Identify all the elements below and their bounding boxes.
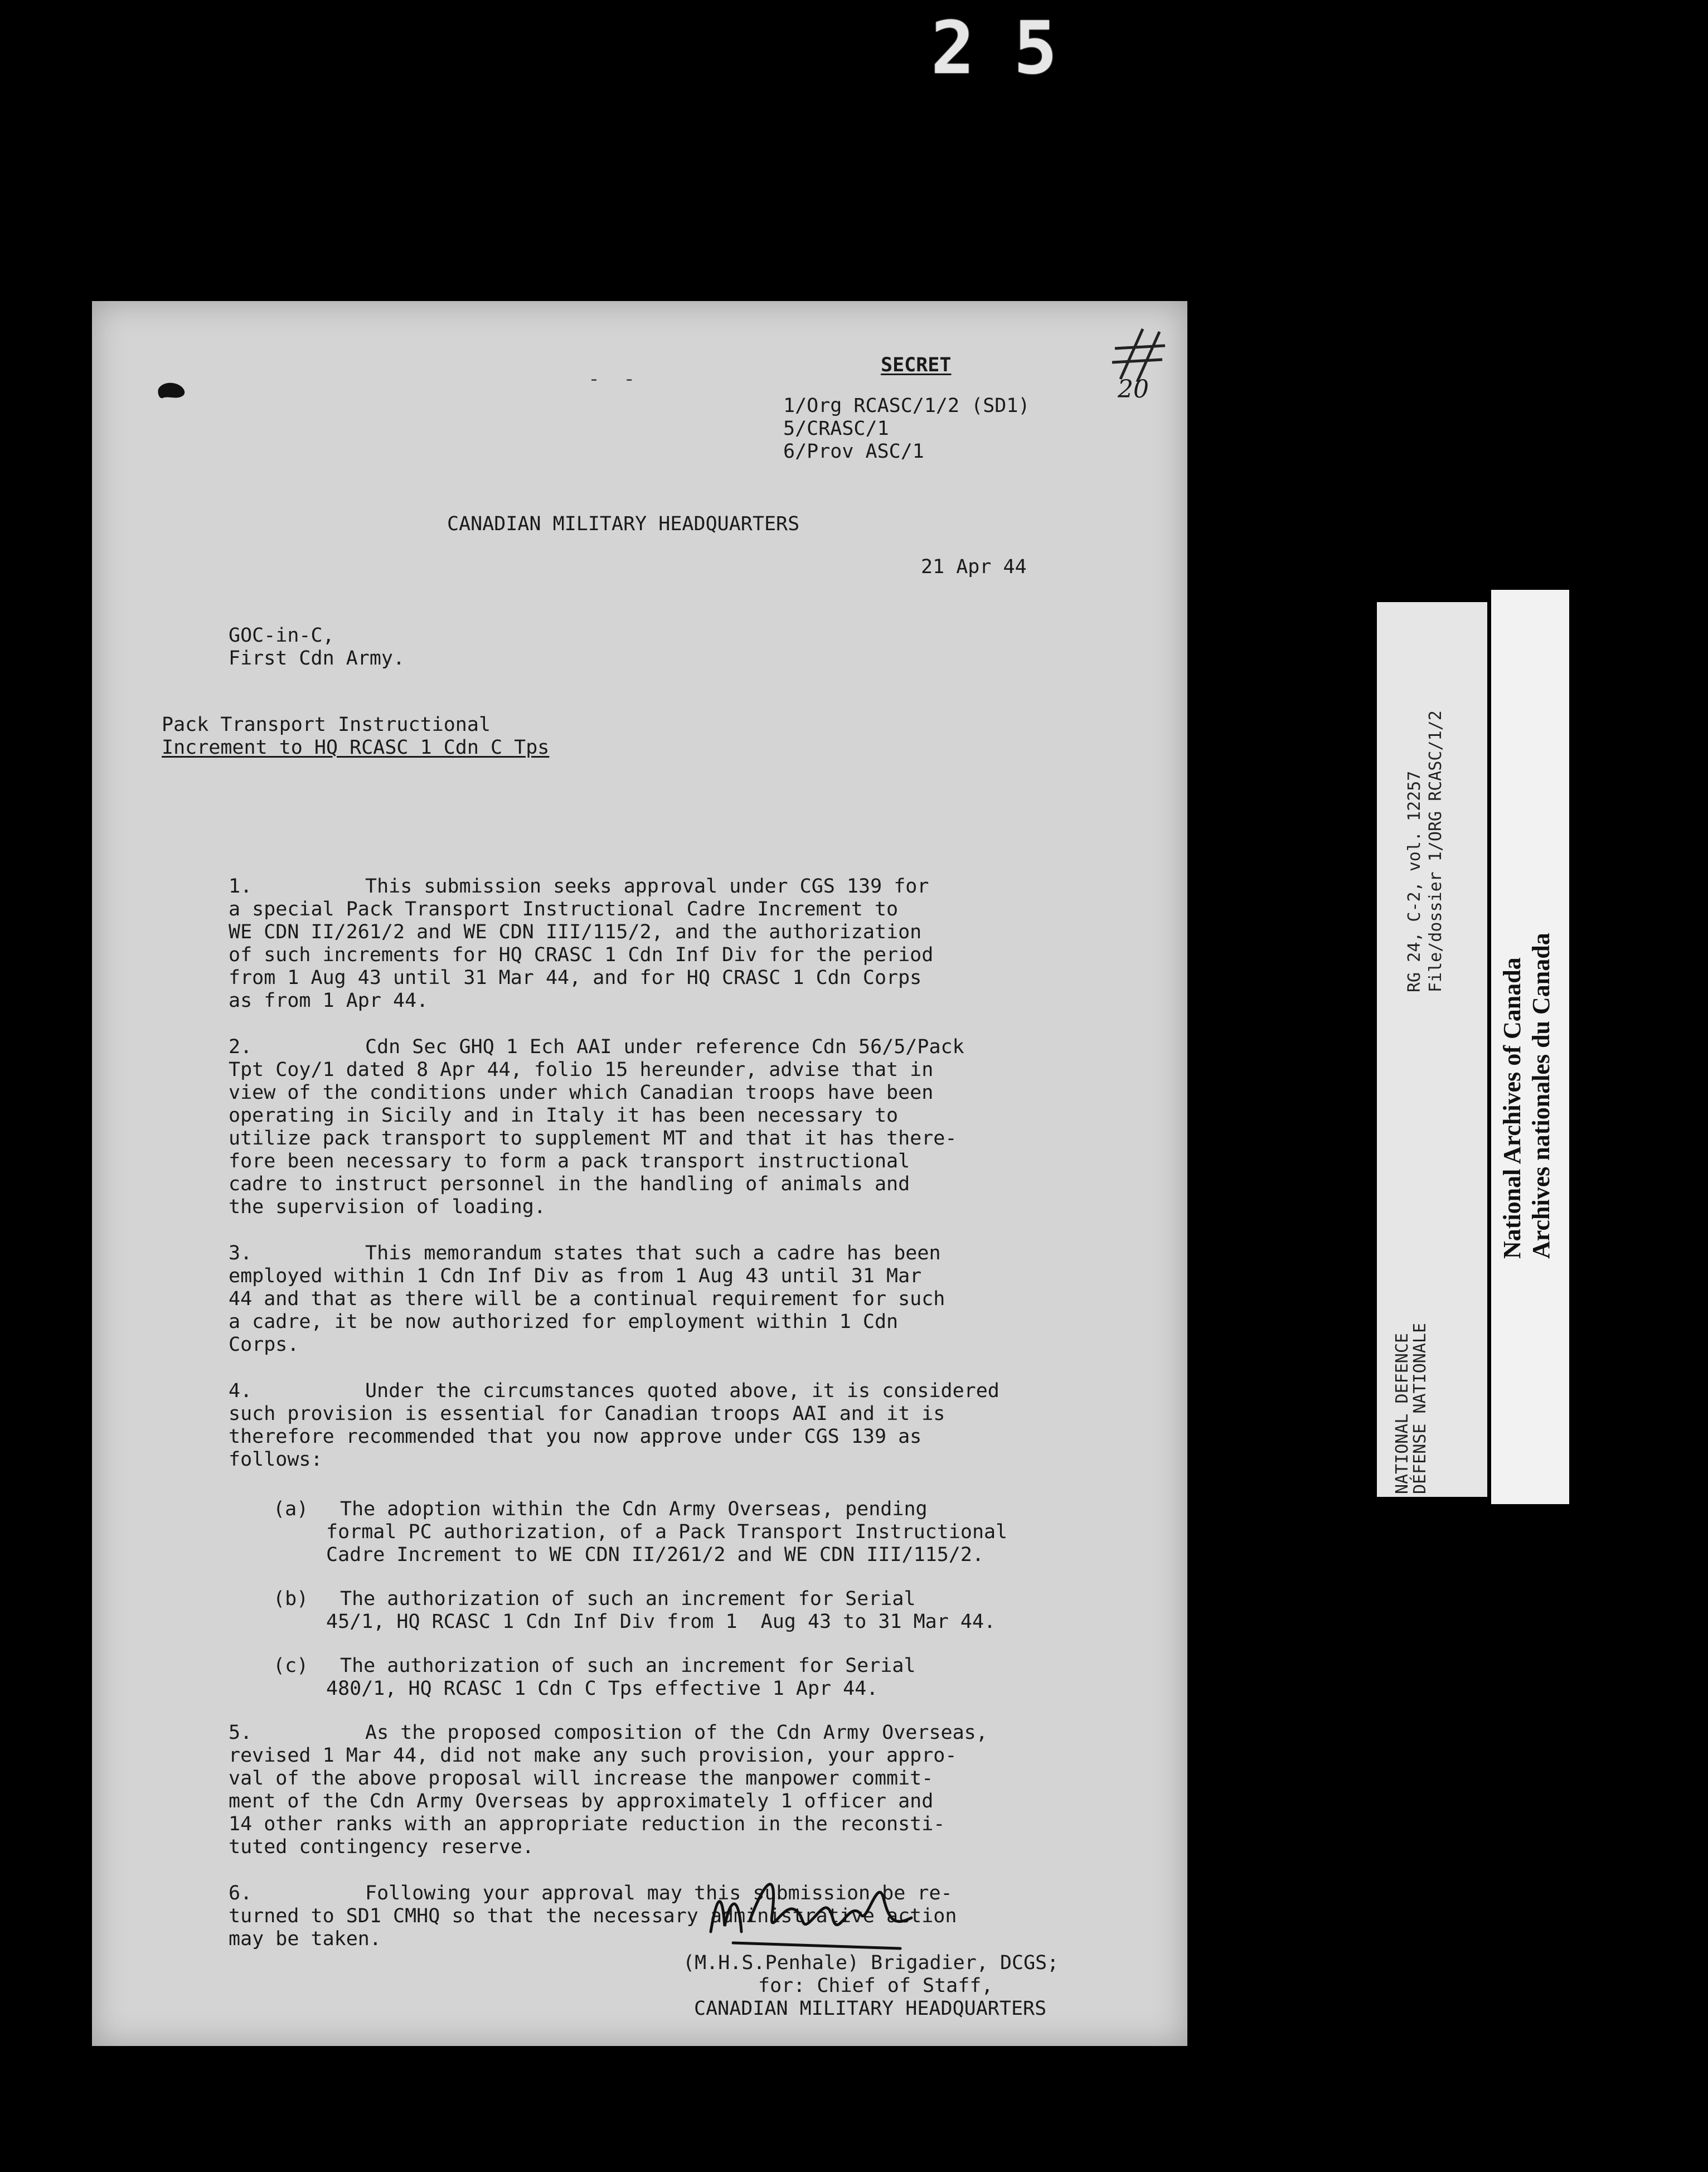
paragraph-line: cadre to instruct personnel in the handling of animals and	[229, 1173, 910, 1195]
paragraph-line: This submission seeks approval under CGS 139 for	[365, 875, 929, 898]
handwritten-signature	[700, 1865, 934, 1965]
sub-item-label: (c)	[273, 1655, 309, 1677]
paragraph-number: 3.	[229, 1242, 253, 1264]
paragraph-number: 4.	[229, 1380, 253, 1402]
archives-label-en: National Archives of Canada	[1498, 957, 1526, 1259]
signature-line-1: (M.H.S.Penhale) Brigadier, DCGS;	[683, 1952, 1059, 1974]
paragraph-line: ment of the Cdn Army Overseas by approximately 1 officer and	[229, 1790, 934, 1812]
sub-item-label: (a)	[273, 1498, 309, 1520]
addressee-line-1: GOC-in-C,	[229, 624, 334, 647]
paragraph-number: 1.	[229, 875, 253, 898]
paragraph-line: turned to SD1 CMHQ so that the necessary administrative action	[229, 1905, 957, 1927]
sub-item-line: The adoption within the Cdn Army Overseas, pending	[340, 1498, 928, 1520]
sub-item-line: The authorization of such an increment for Serial	[340, 1588, 916, 1610]
paragraph-line: therefore recommended that you now approve under CGS 139 as	[229, 1426, 922, 1448]
reference-line-1: RG 24, C-2, vol. 12257	[1405, 770, 1424, 992]
paragraph-number: 2.	[229, 1036, 253, 1058]
sub-item-line: formal PC authorization, of a Pack Transport Instructional	[326, 1521, 1008, 1543]
paragraph-line: fore been necessary to form a pack transport instructional	[229, 1150, 910, 1172]
paragraph-number: 5.	[229, 1722, 253, 1744]
paragraph-line: operating in Sicily and in Italy it has been necessary to	[229, 1104, 899, 1127]
paragraph-line: follows:	[229, 1448, 323, 1471]
paragraph-line: utilize pack transport to supplement MT and that it has there-	[229, 1127, 957, 1150]
signature-line-3: CANADIAN MILITARY HEADQUARTERS	[694, 1998, 1047, 2020]
paragraph-line: of such increments for HQ CRASC 1 Cdn Inf Div for the period	[229, 944, 934, 966]
addressee-line-2: First Cdn Army.	[229, 647, 405, 670]
signature-line-2: for: Chief of Staff,	[758, 1975, 993, 1997]
paragraph-number: 6.	[229, 1882, 253, 1904]
archives-label-strip	[1491, 590, 1569, 1504]
letterhead: CANADIAN MILITARY HEADQUARTERS	[447, 513, 800, 535]
reference-strip	[1377, 602, 1487, 1497]
paragraph-line: Cdn Sec GHQ 1 Ech AAI under reference Cdn 56/5/Pack	[365, 1036, 964, 1058]
handwritten-folio: 20	[1118, 375, 1149, 404]
paragraph-line: As the proposed composition of the Cdn Army Overseas,	[365, 1722, 988, 1744]
paragraph-line: WE CDN II/261/2 and WE CDN III/115/2, and the authorization	[229, 921, 922, 943]
paragraph-line: revised 1 Mar 44, did not make any such provision, your appro-	[229, 1744, 957, 1767]
frame-number: 25	[931, 6, 1096, 90]
paragraph-line: Following your approval may this submission be re-	[365, 1882, 953, 1904]
sub-item-line: The authorization of such an increment for Serial	[340, 1655, 916, 1677]
paragraph-line: Under the circumstances quoted above, it is considered	[365, 1380, 999, 1402]
file-ref-2: 5/CRASC/1	[783, 418, 889, 440]
department-line-2: DÉFENSE NATIONALE	[1410, 1322, 1430, 1494]
document-page	[92, 301, 1187, 2046]
sub-item-line: 45/1, HQ RCASC 1 Cdn Inf Div from 1 Aug 43 to 31 Mar 44.	[326, 1611, 996, 1633]
ink-blot-mark	[156, 379, 190, 401]
subject-line-2: Increment to HQ RCASC 1 Cdn C Tps	[162, 736, 550, 759]
paragraph-line: 44 and that as there will be a continual requirement for such	[229, 1288, 945, 1310]
paragraph-line: the supervision of loading.	[229, 1196, 546, 1218]
paragraph-line: as from 1 Apr 44.	[229, 990, 429, 1012]
paragraph-line: from 1 Aug 43 until 31 Mar 44, and for HQ CRASC 1 Cdn Corps	[229, 967, 922, 989]
archives-label-fr: Archives nationales du Canada	[1527, 933, 1555, 1259]
paragraph-line: Tpt Coy/1 dated 8 Apr 44, folio 15 hereunder, advise that in	[229, 1059, 934, 1081]
paragraph-line: This memorandum states that such a cadre has been	[365, 1242, 941, 1264]
paragraph-line: view of the conditions under which Canadian troops have been	[229, 1082, 934, 1104]
paragraph-line: Corps.	[229, 1334, 299, 1356]
sub-item-line: 480/1, HQ RCASC 1 Cdn C Tps effective 1 Apr 44.	[326, 1678, 879, 1700]
sub-item-line: Cadre Increment to WE CDN II/261/2 and WE CDN III/115/2.	[326, 1544, 984, 1566]
file-ref-3: 6/Prov ASC/1	[783, 440, 924, 463]
paragraph-line: 14 other ranks with an appropriate reduction in the reconsti-	[229, 1813, 945, 1835]
subject-line-1: Pack Transport Instructional	[162, 714, 491, 736]
dash-marks: - -	[588, 368, 635, 390]
reference-line-2: File/dossier 1/ORG RCASC/1/2	[1426, 710, 1445, 992]
paragraph-line: may be taken.	[229, 1928, 381, 1950]
sub-item-label: (b)	[273, 1588, 309, 1610]
paragraph-line: tuted contingency reserve.	[229, 1836, 534, 1858]
paragraph-line: employed within 1 Cdn Inf Div as from 1 Aug 43 until 31 Mar	[229, 1265, 922, 1287]
file-ref-1: 1/Org RCASC/1/2 (SD1)	[783, 395, 1030, 417]
classification-label: SECRET	[881, 354, 952, 376]
department-line-1: NATIONAL DEFENCE	[1392, 1333, 1412, 1494]
document-date: 21 Apr 44	[921, 556, 1027, 578]
paragraph-line: a cadre, it be now authorized for employment within 1 Cdn	[229, 1311, 899, 1333]
paragraph-line: a special Pack Transport Instructional Cadre Increment to	[229, 898, 899, 920]
paragraph-line: such provision is essential for Canadian troops AAI and it is	[229, 1403, 945, 1425]
paragraph-line: val of the above proposal will increase the manpower commit-	[229, 1767, 934, 1790]
